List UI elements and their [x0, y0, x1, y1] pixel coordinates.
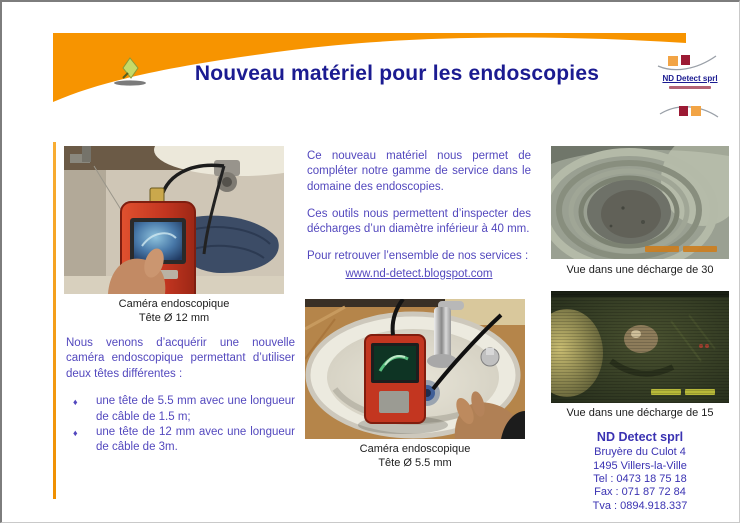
- caption-line: Tête Ø 5.5 mm: [378, 457, 452, 470]
- vat-line: Tva : 0894.918.337: [592, 499, 688, 512]
- diamond-bullet-icon: ♦: [73, 397, 78, 408]
- logo-square-orange-top: [668, 56, 678, 66]
- endoscope-device: [365, 335, 425, 423]
- logo-square-orange-bottom: [691, 106, 701, 116]
- diamond-bullet-icon: ♦: [73, 428, 78, 439]
- logo-tagline-mark: [669, 86, 711, 89]
- middle-text-block: [307, 149, 531, 282]
- device-screen: [374, 346, 416, 380]
- bullet-text: une tête de 12 mm avec une longueur de câble de 3m.: [96, 426, 295, 454]
- phone-line: Tel : 0473 18 75 18: [593, 473, 687, 486]
- photo-camera-head-5_5mm: [305, 299, 525, 439]
- under-sink-scene: [64, 146, 284, 294]
- logo-text: ND Detect sprl: [662, 74, 718, 83]
- caption-line: Caméra endoscopique: [118, 298, 230, 310]
- logo-square-red-top: [681, 55, 690, 65]
- photo-camera-head-12mm: [64, 146, 284, 294]
- intro-paragraph: Nous venons d’acquérir une nouvelle caméra endoscopique permettant d’utiliser deux têtes différentes :: [66, 337, 295, 380]
- address-line: Bruyère du Culot 4: [594, 446, 686, 459]
- paragraph: Ce nouveau matériel nous permet de compléter notre gamme de service dans le domaine des endoscopies.: [307, 150, 531, 193]
- nd-detect-logo: [652, 50, 728, 122]
- list-item: [66, 394, 295, 425]
- discharge-interior-scene: [551, 291, 729, 403]
- page-title: Nouveau matériel pour les endoscopies: [194, 62, 600, 85]
- logo-square-red-bottom: [679, 106, 688, 116]
- blog-link[interactable]: www.nd-detect.blogspot.com: [345, 267, 493, 280]
- debris-object: [624, 325, 658, 353]
- caption-line: Caméra endoscopique: [359, 443, 471, 455]
- pipe-interior-scene: [551, 146, 729, 259]
- photo-discharge-30: [551, 146, 729, 259]
- address-line: 1495 Villers-la-Ville: [593, 459, 687, 472]
- caption-line: Tête Ø 12 mm: [138, 312, 210, 325]
- left-text-block: [66, 336, 295, 456]
- photo-discharge-15: [551, 291, 729, 403]
- leaf-underline-swoosh: [114, 80, 146, 85]
- paragraph: Ces outils nous permettent d’inspecter des décharges d’un diamètre inférieur à 40 mm.: [307, 207, 531, 236]
- link-line: [307, 267, 531, 282]
- contact-block: [551, 430, 729, 513]
- caption-camera-5_5mm: [305, 442, 525, 471]
- list-item: [66, 425, 295, 456]
- left-accent-bar: [53, 142, 56, 499]
- caption-discharge-30: Vue dans une décharge de 30: [566, 264, 714, 276]
- company-name: ND Detect sprl: [596, 430, 684, 444]
- paragraph: Pour retrouver l’ensemble de nos services :: [307, 250, 529, 263]
- fax-line: Fax : 071 87 72 84: [594, 486, 686, 499]
- sink-scene: [305, 299, 525, 439]
- bullet-list: [66, 394, 295, 456]
- bullet-text: une tête de 5.5 mm avec une longueur de câble de 1.5 m;: [96, 395, 295, 423]
- caption-discharge-15: Vue dans une décharge de 15: [566, 407, 714, 419]
- caption-camera-12mm: [64, 297, 284, 326]
